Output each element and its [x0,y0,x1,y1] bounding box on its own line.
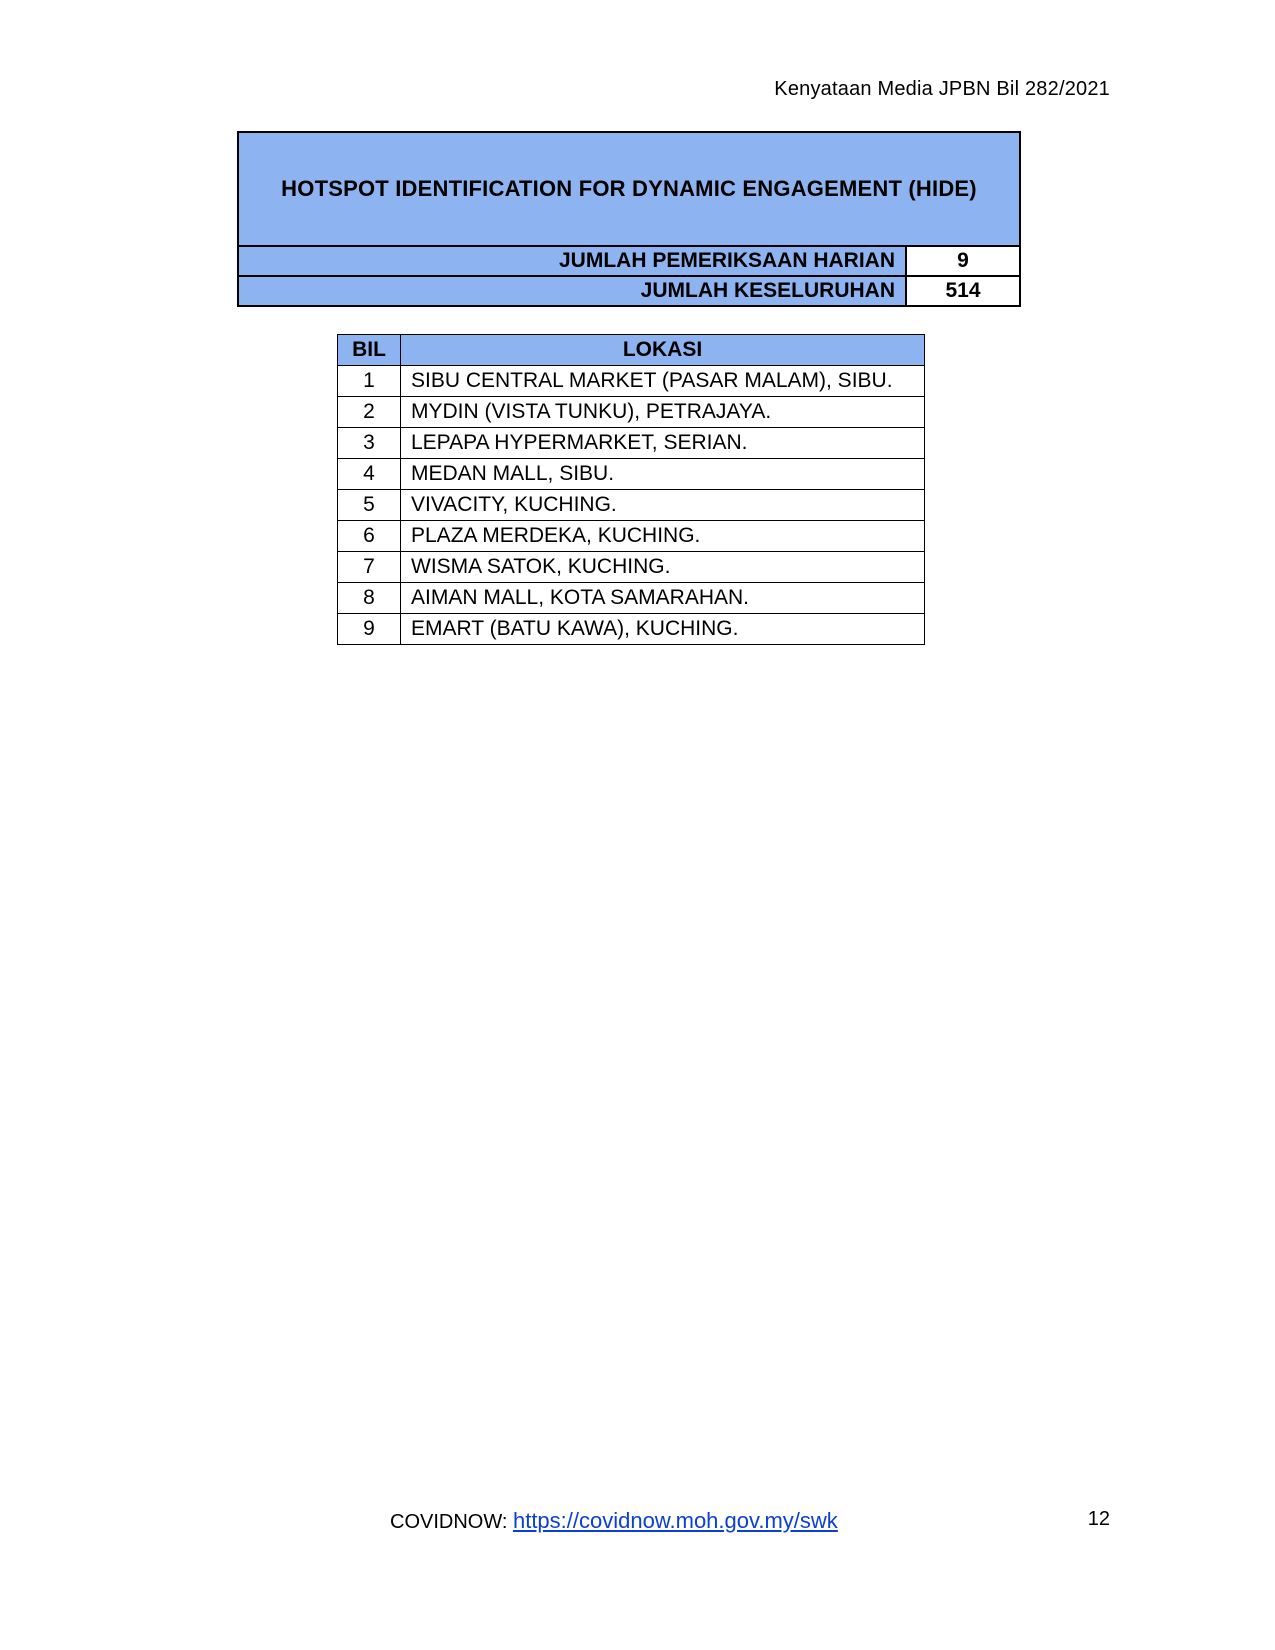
page-number: 12 [1087,1508,1110,1530]
hide-summary-box [237,131,1021,307]
table-row [338,583,925,614]
row-number: 5 [338,490,401,521]
summary-title: HOTSPOT IDENTIFICATION FOR DYNAMIC ENGAGEMENT (HIDE) [239,133,1019,247]
row-number: 7 [338,552,401,583]
row-location: VIVACITY, KUCHING. [401,490,925,521]
covidnow-link[interactable]: https://covidnow.moh.gov.my/swk [512,1508,838,1533]
row-number: 3 [338,428,401,459]
row-location: MEDAN MALL, SIBU. [401,459,925,490]
row-location: AIMAN MALL, KOTA SAMARAHAN. [401,583,925,614]
daily-inspection-label: JUMLAH PEMERIKSAAN HARIAN [239,247,907,275]
row-number: 2 [338,397,401,428]
table-row [338,428,925,459]
row-number: 4 [338,459,401,490]
summary-row-total [239,275,1019,305]
table-row [338,397,925,428]
daily-inspection-value: 9 [907,247,1019,275]
row-location: MYDIN (VISTA TUNKU), PETRAJAYA. [401,397,925,428]
row-location: PLAZA MERDEKA, KUCHING. [401,521,925,552]
column-header-lokasi: LOKASI [401,335,925,366]
row-number: 6 [338,521,401,552]
row-number: 1 [338,366,401,397]
summary-row-daily [239,247,1019,275]
table-row [338,490,925,521]
row-location: EMART (BATU KAWA), KUCHING. [401,614,925,645]
table-row [338,614,925,645]
row-number: 9 [338,614,401,645]
document-reference: Kenyataan Media JPBN Bil 282/2021 [774,78,1110,100]
table-row [338,459,925,490]
row-location: LEPAPA HYPERMARKET, SERIAN. [401,428,925,459]
footer-label: COVIDNOW: [390,1511,513,1533]
location-table [337,334,925,645]
row-number: 8 [338,583,401,614]
total-inspection-label: JUMLAH KESELURUHAN [239,277,907,305]
table-row [338,521,925,552]
footer [390,1508,838,1534]
table-row [338,552,925,583]
total-inspection-value: 514 [907,277,1019,305]
table-header-row [338,335,925,366]
table-row [338,366,925,397]
row-location: SIBU CENTRAL MARKET (PASAR MALAM), SIBU. [401,366,925,397]
row-location: WISMA SATOK, KUCHING. [401,552,925,583]
column-header-bil: BIL [338,335,401,366]
